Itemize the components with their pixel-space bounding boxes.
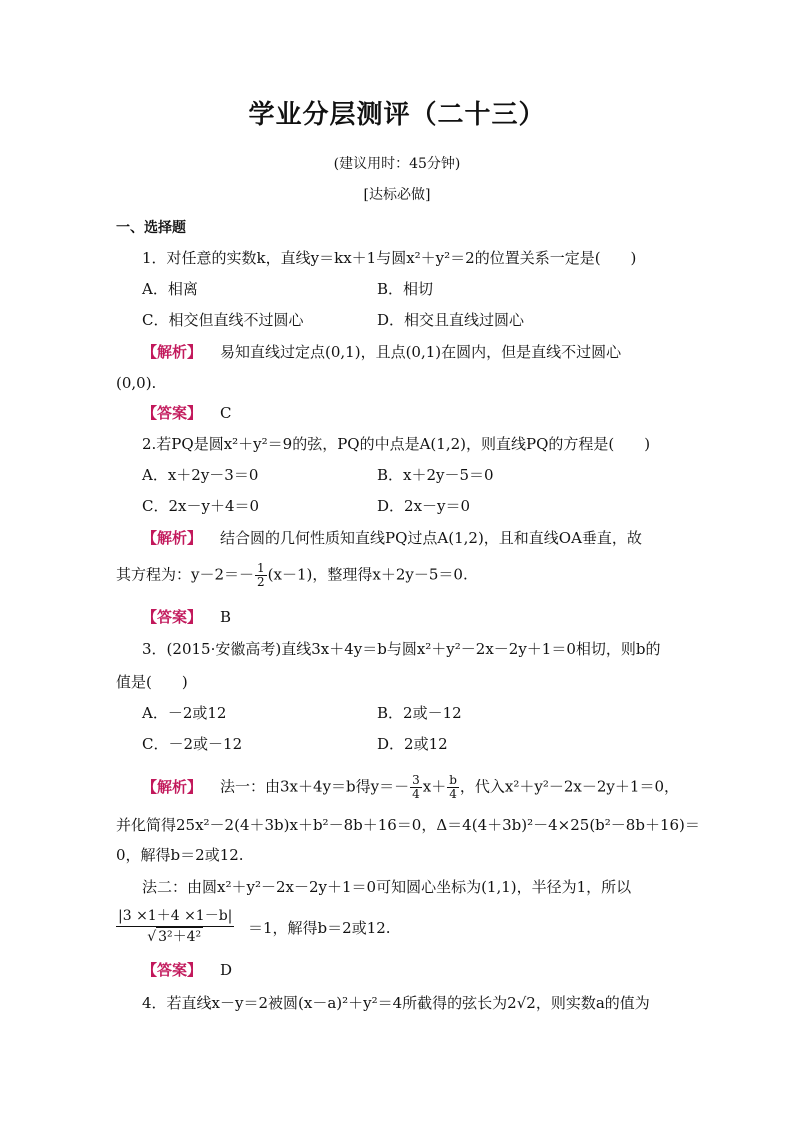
- analysis-label: 【解析】: [142, 343, 203, 361]
- q2-analysis-text: 结合圆的几何性质知直线PQ过点A(1,2)，且和直线OA垂直，故: [220, 529, 642, 547]
- q3-stem-cont: 值是( ): [116, 673, 188, 691]
- q3-method1-line2: 并化简得25x²－2(4＋3b)x＋b²－8b＋16＝0，Δ＝4(4＋3b)²－4×25(b²－8b＋16)＝: [116, 816, 700, 834]
- q1-option-c: C．相交但直线不过圆心: [142, 311, 304, 329]
- q3-method2-tail: ＝1，解得b＝2或12.: [248, 919, 391, 937]
- q2-option-d: D．2x－y＝0: [377, 497, 471, 515]
- page-title: 学业分层测评（二十三）: [248, 100, 546, 130]
- q1-option-d: D．相交且直线过圆心: [377, 311, 525, 329]
- answer-label: 【答案】: [142, 961, 203, 979]
- q2-option-a: A．x＋2y－3＝0: [142, 466, 259, 484]
- q2-answer: [142, 607, 231, 627]
- q1-stem: 1．对任意的实数k，直线y＝kx＋1与圆x²＋y²＝2的位置关系一定是( ): [142, 249, 637, 267]
- q1-analysis-text: 易知直线过定点(0,1)，且点(0,1)在圆内，但是直线不过圆心: [220, 343, 622, 361]
- fraction-numerator: b: [449, 773, 457, 787]
- level-label: [达标必做]: [363, 187, 431, 203]
- fraction-one-half: [255, 562, 267, 589]
- fraction-b-quarters: [447, 774, 459, 801]
- analysis-label: 【解析】: [142, 777, 203, 796]
- q2-analysis-part: 其方程为：y－2＝－: [116, 565, 255, 584]
- q4-stem: 4．若直线x－y＝2被圆(x－a)²＋y²＝4所截得的弦长为2√2，则实数a的值为: [142, 994, 650, 1012]
- q1-analysis-cont: (0,0).: [116, 374, 157, 392]
- q3-method1-part: 法一：由3x＋4y＝b得y＝－: [220, 777, 410, 796]
- q3-method1-part: ，代入x²＋y²－2x－2y＋1＝0，: [459, 777, 679, 796]
- q1-answer-value: C: [220, 404, 232, 422]
- section-title: 一、选择题: [116, 220, 186, 236]
- fraction-denominator: 2: [257, 575, 265, 589]
- answer-label: 【答案】: [142, 608, 203, 626]
- q3-option-d: D．2或12: [377, 735, 448, 753]
- q3-option-a: A．－2或12: [142, 704, 227, 722]
- q1-analysis: [142, 342, 621, 362]
- q2-analysis: [142, 528, 642, 548]
- q2-stem: 2.若PQ是圆x²＋y²＝9的弦，PQ的中点是A(1,2)，则直线PQ的方程是( ): [142, 435, 651, 453]
- fraction-numerator: 3: [412, 773, 420, 787]
- fraction-numerator: 1: [257, 561, 265, 575]
- answer-label: 【答案】: [142, 404, 203, 422]
- q3-stem: 3．(2015·安徽高考)直线3x＋4y＝b与圆x²＋y²－2x－2y＋1＝0相切，则b的: [142, 640, 661, 658]
- fraction-three-quarters: [410, 774, 422, 801]
- q3-option-b: B．2或－12: [377, 704, 462, 722]
- time-hint: (建议用时：45分钟): [333, 156, 461, 172]
- q1-option-a: A．相离: [142, 280, 198, 298]
- distance-fraction: [116, 907, 234, 946]
- q2-answer-value: B: [220, 608, 232, 626]
- fraction-denominator: 4: [412, 787, 420, 801]
- q3-option-c: C．－2或－12: [142, 735, 243, 753]
- analysis-label: 【解析】: [142, 529, 203, 547]
- q2-analysis-cont: [116, 562, 468, 589]
- q3-method2-line1: 法二：由圆x²＋y²－2x－2y＋1＝0可知圆心坐标为(1,1)，半径为1，所以: [142, 878, 632, 896]
- q1-option-b: B．相切: [377, 280, 434, 298]
- fraction-denominator: √ 3²＋4²: [147, 929, 202, 945]
- fraction-denominator: 4: [449, 787, 457, 801]
- q3-method1-part: x＋: [422, 777, 447, 796]
- q3-answer: [142, 960, 232, 980]
- sqrt-radicand: 3²＋4²: [158, 929, 202, 945]
- q2-analysis-part: (x－1)，整理得x＋2y－5＝0.: [267, 565, 468, 584]
- fraction-numerator: |3 ×1＋4 ×1－b|: [116, 907, 234, 927]
- q3-analysis-method1: [142, 774, 679, 801]
- q2-option-c: C．2x－y＋4＝0: [142, 497, 260, 515]
- q3-method1-line3: 0，解得b＝2或12.: [116, 846, 244, 864]
- q3-answer-value: D: [220, 961, 233, 979]
- q2-option-b: B．x＋2y－5＝0: [377, 466, 494, 484]
- q1-answer: [142, 403, 232, 423]
